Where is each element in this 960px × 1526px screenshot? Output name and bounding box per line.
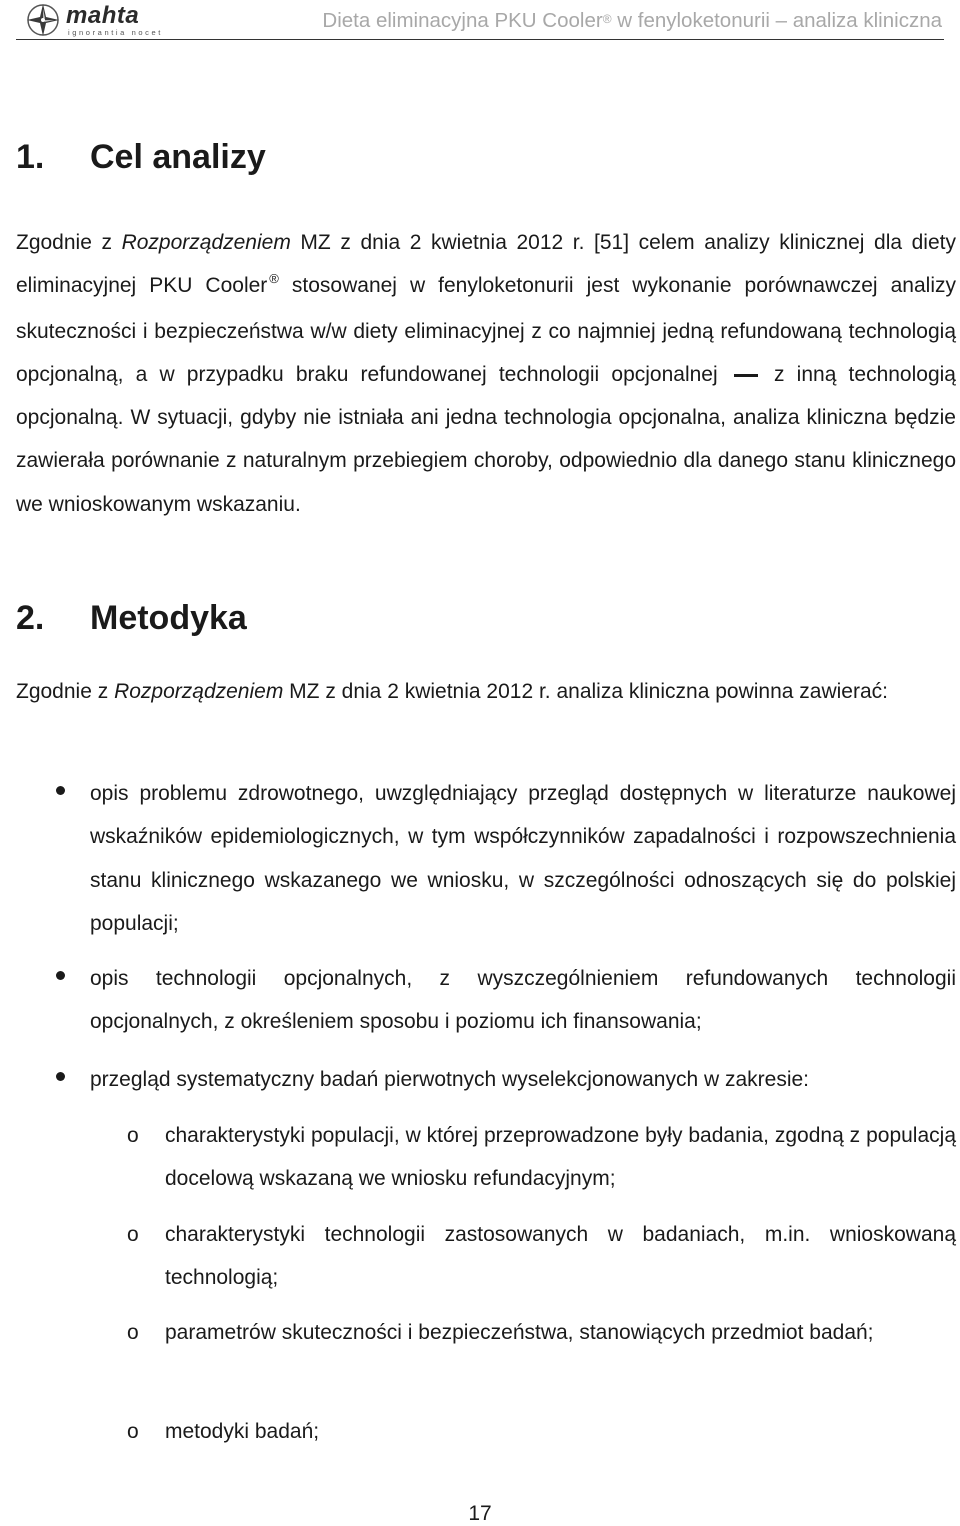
bullet-dot-icon	[56, 1072, 65, 1081]
brand-tagline: ignorantia nocet	[68, 27, 163, 37]
section-2-intro: Zgodnie z Rozporządzeniem MZ z dnia 2 kwietnia 2012 r. analiza kliniczna powinna zawierać:	[16, 680, 888, 703]
running-title: Dieta eliminacyjna PKU Cooler® w fenyloketonurii – analiza kliniczna	[322, 9, 942, 32]
list-item-text: przegląd systematyczny badań pierwotnych wyselekcjonowanych w zakresie:	[90, 1068, 810, 1091]
compass-rose-icon	[26, 3, 60, 37]
section-2-heading: 2. Metodyka	[16, 599, 247, 637]
page-number: 17	[468, 1502, 492, 1525]
mahta-logo	[26, 2, 163, 38]
sub-list-item-text: parametrów skuteczności i bezpieczeństwa, stanowiących przedmiot badań;	[165, 1321, 874, 1344]
sub-list-item-text: charakterystyki technologii zastosowanych w badaniach, m.in. wnioskowaną technologią;	[165, 1223, 956, 1290]
header-divider	[16, 39, 944, 40]
list-item-text: opis technologii opcjonalnych, z wyszczególnieniem refundowanych technologii opcjonalnych, z określeniem sposobu i poziomu ich finansowania;	[90, 967, 956, 1034]
sub-bullet-marker: o	[127, 1223, 139, 1246]
list-item-text: opis problemu zdrowotnego, uwzględniający przegląd dostępnych w literaturze naukowej wskaźników epidemiologicznych, w tym współczynników zapadalności i rozpowszechnienia stanu klinicznego wskazanego we wniosku, w szczególności odnoszących się do polskiej populacji;	[90, 782, 956, 935]
bullet-dot-icon	[56, 786, 65, 795]
em-dash	[734, 374, 758, 377]
sub-bullet-marker: o	[127, 1420, 139, 1443]
brand-name: mahta	[66, 1, 140, 29]
sub-bullet-marker: o	[127, 1124, 139, 1147]
page-header	[0, 0, 960, 40]
section-1-heading: 1. Cel analizy	[16, 138, 266, 176]
sub-list-item-text: charakterystyki populacji, w której przeprowadzone były badania, zgodną z populacją docelową wskazaną we wniosku refundacyjnym;	[165, 1124, 956, 1191]
section-1-paragraph: Zgodnie z Rozporządzeniem MZ z dnia 2 kwietnia 2012 r. [51] celem analizy klinicznej dla diety eliminacyjnej PKU Cooler ® stosowanej w fenyloketonurii jest wykonanie porównawczej analizy skuteczności i bezpieczeństwa w/w diety eliminacyjnej z co najmniej jedną refundowaną technologią opcjonalną, a w przypadku braku refundowanej technologii opcjonalnej z inną technologią opcjonalną. W sytuacji, gdyby nie istniała ani jedna technologia opcjonalna, analiza kliniczna będzie zawierała porównanie z naturalnym przebiegiem choroby, odpowiednio dla danego stanu klinicznego we wnioskowanym wskazaniu.	[16, 231, 956, 516]
sub-bullet-marker: o	[127, 1321, 139, 1344]
sub-list-item-text: metodyki badań;	[165, 1420, 320, 1443]
bullet-dot-icon	[56, 971, 65, 980]
